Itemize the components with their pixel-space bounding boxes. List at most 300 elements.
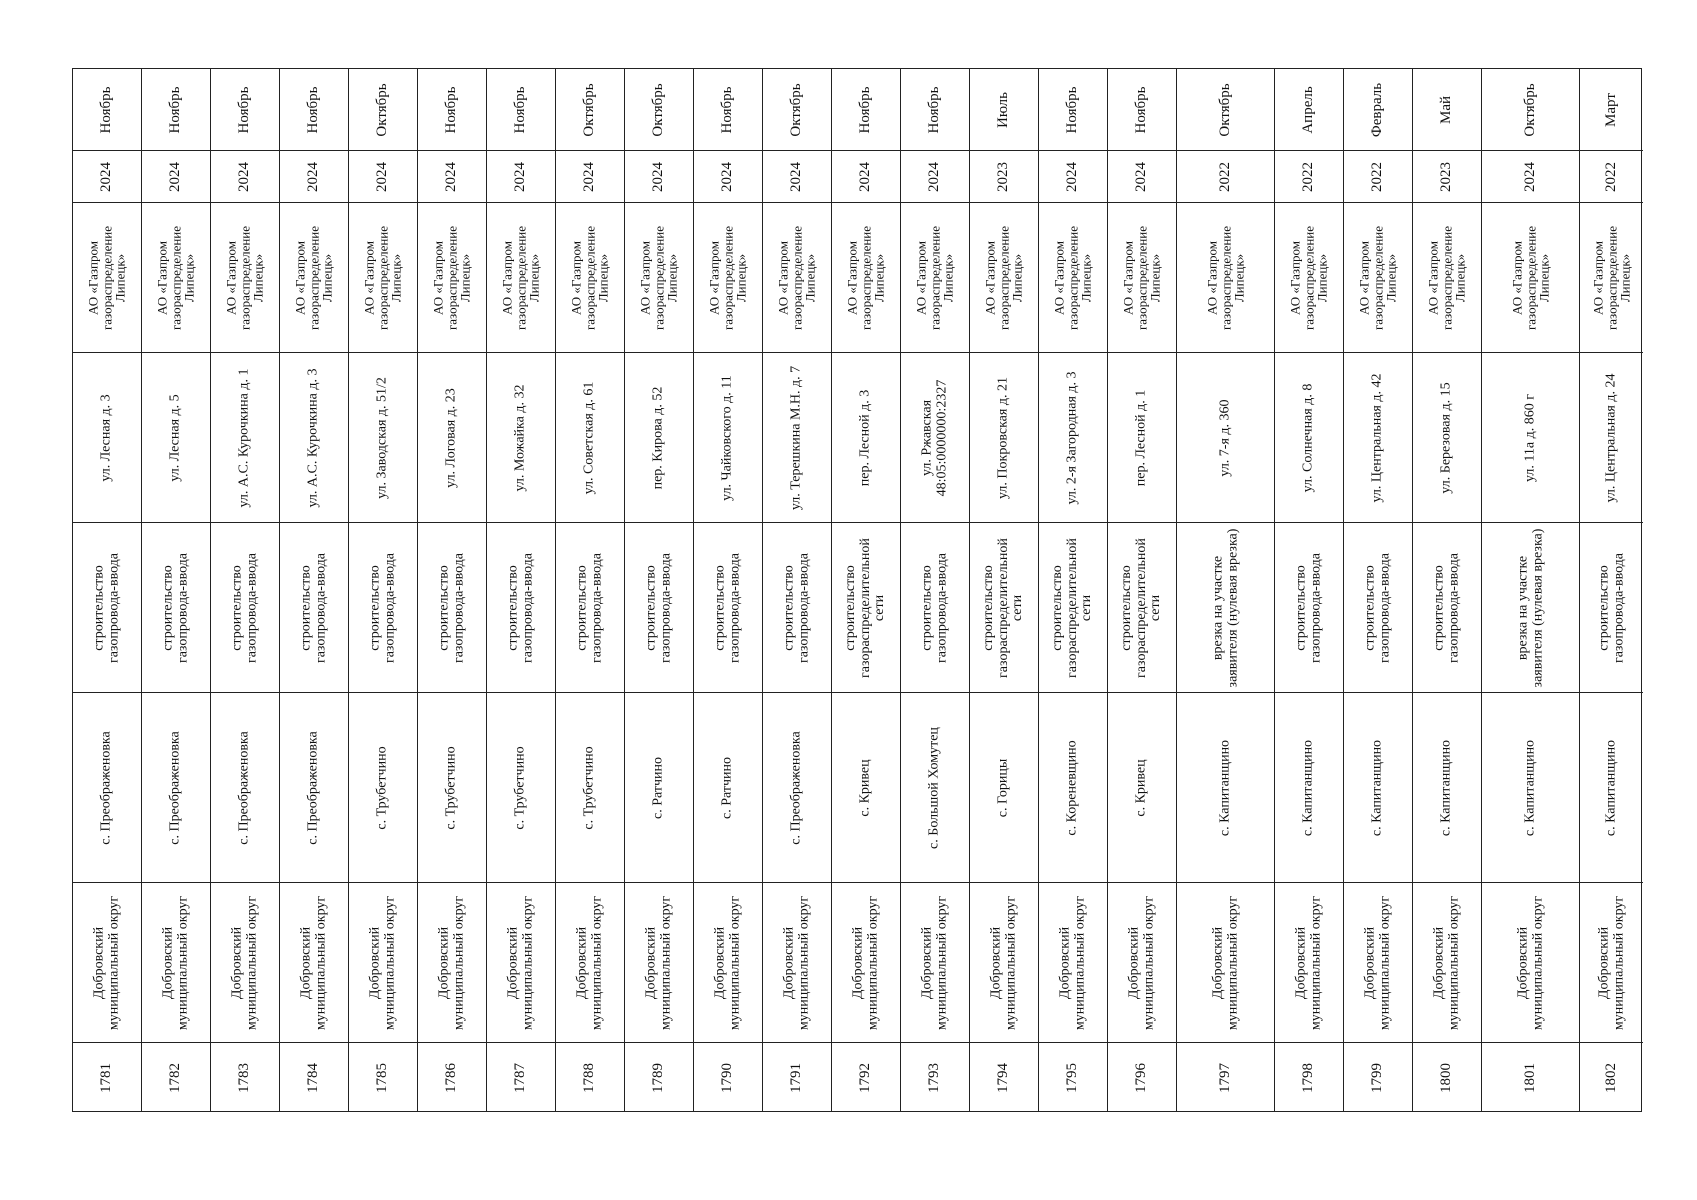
cell-settlement — [556, 693, 624, 883]
cell-work-type-text: врезка на участке заявителя (нулевая врезка) — [1514, 528, 1545, 687]
cell-district — [73, 883, 141, 1043]
cell-settlement — [694, 693, 762, 883]
cell-row-number-text: 1787 — [512, 1063, 529, 1093]
cell-row-number-text: 1785 — [374, 1063, 391, 1093]
cell-year — [280, 151, 348, 203]
cell-work-type — [694, 523, 762, 693]
cell-organization-text: АО «Газпром газораспределение Липецк» — [568, 225, 611, 330]
cell-organization — [625, 203, 693, 353]
cell-district — [694, 883, 762, 1043]
cell-work-type-text: строительство газопровода-ввода — [712, 552, 742, 663]
cell-month — [1039, 69, 1107, 151]
cell-settlement — [280, 693, 348, 883]
cell-district — [1344, 883, 1412, 1043]
cell-district-text: Добровский муниципальный округ — [1209, 895, 1240, 1030]
cell-district — [349, 883, 417, 1043]
cell-district — [487, 883, 555, 1043]
cell-row-number — [1482, 1043, 1579, 1113]
cell-address — [280, 353, 348, 523]
cell-settlement — [1580, 693, 1643, 883]
cell-address-text: пер. Кирова д. 52 — [650, 386, 666, 489]
cell-row-number — [211, 1043, 279, 1113]
cell-address-text: ул. А.С. Курочкина д. 3 — [305, 368, 321, 507]
cell-district — [280, 883, 348, 1043]
cell-row-number — [1344, 1043, 1412, 1113]
cell-work-type-text: строительство газопровода-ввода — [160, 552, 190, 663]
cell-address — [142, 353, 210, 523]
cell-work-type-text: строительство газораспределительной сети — [1118, 537, 1164, 678]
cell-organization — [1580, 203, 1643, 353]
cell-district — [142, 883, 210, 1043]
cell-year-text: 2024 — [98, 161, 115, 192]
cell-settlement-text: с. Капитанщино — [1522, 739, 1538, 836]
table-row — [487, 69, 556, 1111]
cell-settlement-text: с. Ратчино — [650, 756, 666, 819]
cell-organization-text: АО «Газпром газораспределение Липецк» — [361, 225, 404, 330]
cell-month-text: Март — [1602, 92, 1619, 127]
table-row — [349, 69, 418, 1111]
cell-settlement — [1108, 693, 1176, 883]
table-row — [1108, 69, 1177, 1111]
cell-settlement-text: с. Трубетчино — [512, 745, 528, 830]
cell-row-number-text: 1792 — [857, 1063, 874, 1093]
cell-year — [1177, 151, 1274, 203]
cell-address — [1275, 353, 1343, 523]
cell-row-number — [694, 1043, 762, 1113]
cell-work-type — [763, 523, 831, 693]
cell-month-text: Ноябрь — [512, 86, 529, 133]
cell-address — [1344, 353, 1412, 523]
cell-address-text: ул. Можайка д. 32 — [512, 384, 528, 491]
cell-month-text: Ноябрь — [1133, 86, 1150, 133]
cell-year — [901, 151, 969, 203]
cell-row-number — [73, 1043, 141, 1113]
cell-row-number — [901, 1043, 969, 1113]
cell-row-number — [418, 1043, 486, 1113]
cell-address-text: ул. Покровская д. 21 — [995, 376, 1011, 499]
cell-row-number-text: 1798 — [1300, 1063, 1317, 1093]
cell-settlement-text: с. Кривец — [857, 758, 873, 817]
cell-address-text: ул. Солнечная д. 8 — [1300, 383, 1316, 492]
cell-organization — [556, 203, 624, 353]
cell-year — [73, 151, 141, 203]
cell-settlement-text: с. Кривец — [1133, 758, 1149, 817]
cell-district-text: Добровский муниципальный округ — [298, 895, 328, 1030]
cell-district — [625, 883, 693, 1043]
cell-settlement — [142, 693, 210, 883]
cell-month-text: Ноябрь — [857, 86, 874, 133]
cell-year — [832, 151, 900, 203]
cell-work-type — [1413, 523, 1481, 693]
cell-row-number-text: 1782 — [167, 1063, 184, 1093]
cell-settlement-text: с. Преображеновка — [167, 730, 183, 845]
cell-month — [832, 69, 900, 151]
cell-work-type — [1580, 523, 1643, 693]
cell-month — [487, 69, 555, 151]
cell-settlement-text: с. Ратчино — [719, 756, 735, 819]
cell-settlement-text: с. Капитанщино — [1300, 739, 1316, 836]
cell-month-text: Октябрь — [788, 82, 805, 137]
cell-district — [970, 883, 1038, 1043]
cell-settlement — [625, 693, 693, 883]
cell-district — [1580, 883, 1643, 1043]
cell-month — [349, 69, 417, 151]
cell-address-text: ул. Терешкина М.Н. д. 7 — [788, 365, 804, 510]
cell-settlement-text: с. Преображеновка — [236, 730, 252, 845]
cell-month-text: Ноябрь — [305, 86, 322, 133]
cell-month-text: Февраль — [1369, 82, 1386, 137]
table-row — [1344, 69, 1413, 1111]
cell-work-type-text: строительство газопровода-ввода — [1431, 552, 1461, 663]
cell-settlement-text: с. Преображеновка — [305, 730, 321, 845]
cell-address — [349, 353, 417, 523]
cell-year — [556, 151, 624, 203]
table-row — [73, 69, 142, 1111]
cell-work-type — [832, 523, 900, 693]
cell-organization — [763, 203, 831, 353]
cell-district-text: Добровский муниципальный округ — [160, 895, 190, 1030]
table-row — [1177, 69, 1275, 1111]
cell-address-text: ул. Советская д. 61 — [581, 381, 597, 494]
cell-work-type — [142, 523, 210, 693]
table-row — [1039, 69, 1108, 1111]
cell-district-text: Добровский муниципальный округ — [1595, 895, 1626, 1030]
cell-row-number — [1413, 1043, 1481, 1113]
cell-month — [1482, 69, 1579, 151]
cell-district-text: Добровский муниципальный округ — [781, 895, 811, 1030]
cell-year-text: 2024 — [857, 161, 874, 192]
table-row — [556, 69, 625, 1111]
cell-work-type-text: врезка на участке заявителя (нулевая врезка) — [1209, 528, 1240, 687]
cell-organization-text: АО «Газпром газораспределение Липецк» — [1509, 225, 1552, 330]
cell-row-number-text: 1793 — [926, 1063, 943, 1093]
cell-year-text: 2024 — [512, 161, 529, 192]
cell-organization-text: АО «Газпром газораспределение Липецк» — [706, 225, 749, 330]
cell-address-text: ул. Березовая д. 15 — [1438, 381, 1454, 494]
cell-district — [1413, 883, 1481, 1043]
cell-year — [1580, 151, 1643, 203]
cell-organization — [1344, 203, 1412, 353]
cell-month — [556, 69, 624, 151]
cell-month — [73, 69, 141, 151]
cell-organization — [901, 203, 969, 353]
cell-work-type — [901, 523, 969, 693]
cell-row-number — [142, 1043, 210, 1113]
cell-organization-text: АО «Газпром газораспределение Липецк» — [1120, 225, 1163, 330]
cell-year — [1344, 151, 1412, 203]
cell-work-type-text: строительство газопровода-ввода — [919, 552, 949, 663]
cell-year-text: 2022 — [1216, 161, 1233, 192]
cell-settlement — [1413, 693, 1481, 883]
cell-district-text: Добровский муниципальный округ — [919, 895, 949, 1030]
cell-organization-text: АО «Газпром газораспределение Липецк» — [292, 225, 335, 330]
cell-work-type — [1177, 523, 1274, 693]
cell-settlement-text: с. Трубетчино — [374, 745, 390, 830]
cell-row-number — [1108, 1043, 1176, 1113]
cell-row-number-text: 1784 — [305, 1063, 322, 1093]
cell-year-text: 2022 — [1369, 161, 1386, 192]
cell-organization — [1177, 203, 1274, 353]
cell-organization-text: АО «Газпром газораспределение Липецк» — [775, 225, 818, 330]
cell-month-text: Октябрь — [374, 82, 391, 137]
table-row — [1275, 69, 1344, 1111]
cell-row-number-text: 1791 — [788, 1063, 805, 1093]
cell-row-number-text: 1790 — [719, 1063, 736, 1093]
table-row — [832, 69, 901, 1111]
cell-organization-text: АО «Газпром газораспределение Липецк» — [1051, 225, 1094, 330]
cell-work-type-text: строительство газопровода-ввода — [1595, 552, 1626, 663]
cell-month-text: Ноябрь — [98, 86, 115, 133]
cell-address-text: ул. 2-я Загородная д. 3 — [1064, 370, 1080, 505]
cell-work-type-text: строительство газопровода-ввода — [1293, 552, 1323, 663]
cell-row-number — [970, 1043, 1038, 1113]
cell-address-text: ул. 11а д. 860 г — [1522, 393, 1538, 482]
cell-organization — [418, 203, 486, 353]
cell-work-type — [418, 523, 486, 693]
cell-work-type — [280, 523, 348, 693]
cell-address-text: ул. А.С. Курочкина д. 1 — [236, 368, 252, 507]
cell-organization-text: АО «Газпром газораспределение Липецк» — [430, 225, 473, 330]
table-row — [1580, 69, 1643, 1111]
cell-organization — [1413, 203, 1481, 353]
cell-month-text: Ноябрь — [926, 86, 943, 133]
table-row — [970, 69, 1039, 1111]
cell-address-text: пер. Лесной д. 3 — [857, 389, 873, 486]
cell-month — [970, 69, 1038, 151]
cell-row-number — [1039, 1043, 1107, 1113]
cell-settlement — [763, 693, 831, 883]
cell-settlement — [211, 693, 279, 883]
cell-address — [625, 353, 693, 523]
cell-row-number — [625, 1043, 693, 1113]
cell-settlement — [73, 693, 141, 883]
cell-organization-text: АО «Газпром газораспределение Липецк» — [1590, 225, 1633, 330]
cell-row-number-text: 1786 — [443, 1063, 460, 1093]
cell-month-text: Май — [1438, 95, 1455, 124]
cell-year — [1275, 151, 1343, 203]
cell-address-text: ул. Центральная д. 42 — [1369, 373, 1385, 502]
cell-row-number-text: 1788 — [581, 1063, 598, 1093]
cell-year-text: 2024 — [1133, 161, 1150, 192]
cell-settlement — [1039, 693, 1107, 883]
cell-organization-text: АО «Газпром газораспределение Липецк» — [844, 225, 887, 330]
cell-work-type-text: строительство газопровода-ввода — [229, 552, 259, 663]
cell-settlement — [1344, 693, 1412, 883]
cell-year — [349, 151, 417, 203]
cell-month — [280, 69, 348, 151]
table-row — [694, 69, 763, 1111]
cell-month — [418, 69, 486, 151]
cell-work-type-text: строительство газопровода-ввода — [643, 552, 673, 663]
cell-address — [1108, 353, 1176, 523]
cell-work-type — [1482, 523, 1579, 693]
cell-month-text: Июль — [995, 91, 1012, 128]
cell-month — [901, 69, 969, 151]
cell-organization — [832, 203, 900, 353]
cell-row-number — [487, 1043, 555, 1113]
cell-organization — [487, 203, 555, 353]
cell-address — [763, 353, 831, 523]
cell-month — [1413, 69, 1481, 151]
cell-settlement — [349, 693, 417, 883]
cell-address — [1413, 353, 1481, 523]
cell-month-text: Ноябрь — [1064, 86, 1081, 133]
cell-work-type — [211, 523, 279, 693]
cell-district-text: Добровский муниципальный округ — [850, 895, 880, 1030]
cell-district — [418, 883, 486, 1043]
cell-year-text: 2024 — [236, 161, 253, 192]
cell-settlement — [1482, 693, 1579, 883]
cell-settlement-text: с. Капитанщино — [1369, 739, 1385, 836]
cell-row-number-text: 1781 — [98, 1063, 115, 1093]
cell-row-number — [349, 1043, 417, 1113]
cell-settlement — [901, 693, 969, 883]
cell-row-number — [832, 1043, 900, 1113]
cell-settlement — [832, 693, 900, 883]
cell-district-text: Добровский муниципальный округ — [229, 895, 259, 1030]
cell-district — [1039, 883, 1107, 1043]
cell-settlement-text: с. Преображеновка — [788, 730, 804, 845]
cell-work-type-text: строительство газопровода-ввода — [505, 552, 535, 663]
cell-address — [487, 353, 555, 523]
cell-district-text: Добровский муниципальный округ — [91, 895, 121, 1030]
cell-year-text: 2023 — [1438, 161, 1455, 192]
cell-organization — [73, 203, 141, 353]
table-row — [901, 69, 970, 1111]
cell-row-number — [280, 1043, 348, 1113]
cell-work-type-text: строительство газопровода-ввода — [436, 552, 466, 663]
cell-organization — [1275, 203, 1343, 353]
cell-month — [1344, 69, 1412, 151]
cell-year — [763, 151, 831, 203]
cell-organization — [1108, 203, 1176, 353]
cell-settlement-text: с. Преображеновка — [98, 730, 114, 845]
cell-district — [901, 883, 969, 1043]
cell-work-type-text: строительство газопровода-ввода — [1362, 552, 1392, 663]
cell-organization — [280, 203, 348, 353]
cell-organization — [970, 203, 1038, 353]
cell-address-text: ул. Центральная д. 24 — [1603, 373, 1619, 502]
cell-organization-text: АО «Газпром газораспределение Липецк» — [223, 225, 266, 330]
cell-work-type — [73, 523, 141, 693]
cell-settlement — [970, 693, 1038, 883]
cell-row-number-text: 1794 — [995, 1063, 1012, 1093]
cell-work-type — [349, 523, 417, 693]
table-row — [1413, 69, 1482, 1111]
cell-year-text: 2024 — [581, 161, 598, 192]
cell-settlement — [1177, 693, 1274, 883]
cell-month — [625, 69, 693, 151]
cell-settlement-text: с. Кореневщино — [1064, 739, 1080, 836]
cell-month-text: Октябрь — [1216, 82, 1233, 137]
cell-district-text: Добровский муниципальный округ — [1293, 895, 1323, 1030]
cell-row-number-text: 1789 — [650, 1063, 667, 1093]
cell-address-text: ул. Заводская д. 51/2 — [374, 376, 390, 499]
cell-month — [1275, 69, 1343, 151]
cell-district-text: Добровский муниципальный округ — [574, 895, 604, 1030]
cell-district-text: Добровский муниципальный округ — [988, 895, 1018, 1030]
cell-organization-text: АО «Газпром газораспределение Липецк» — [154, 225, 197, 330]
cell-row-number — [556, 1043, 624, 1113]
cell-address-text: ул. Логовая д. 23 — [443, 387, 459, 488]
cell-organization-text: АО «Газпром газораспределение Липецк» — [1287, 225, 1330, 330]
cell-settlement — [487, 693, 555, 883]
cell-work-type-text: строительство газопровода-ввода — [574, 552, 604, 663]
cell-district — [1177, 883, 1274, 1043]
cell-month-text: Октябрь — [1521, 82, 1538, 137]
cell-work-type-text: строительство газопровода-ввода — [781, 552, 811, 663]
cell-organization-text: АО «Газпром газораспределение Липецк» — [637, 225, 680, 330]
cell-organization-text: АО «Газпром газораспределение Липецк» — [1204, 225, 1247, 330]
cell-district-text: Добровский муниципальный округ — [505, 895, 535, 1030]
cell-month — [694, 69, 762, 151]
cell-work-type-text: строительство газопровода-ввода — [91, 552, 121, 663]
cell-organization — [694, 203, 762, 353]
cell-organization-text: АО «Газпром газораспределение Липецк» — [85, 225, 128, 330]
cell-settlement-text: с. Трубетчино — [443, 745, 459, 830]
cell-settlement-text: с. Капитанщино — [1217, 739, 1233, 836]
cell-year — [694, 151, 762, 203]
cell-address — [211, 353, 279, 523]
cell-settlement — [1275, 693, 1343, 883]
cell-address — [1482, 353, 1579, 523]
cell-year-text: 2024 — [167, 161, 184, 192]
cell-row-number — [763, 1043, 831, 1113]
cell-year — [1413, 151, 1481, 203]
table-row — [142, 69, 211, 1111]
cell-year — [211, 151, 279, 203]
cell-year — [625, 151, 693, 203]
cell-address — [1039, 353, 1107, 523]
cell-work-type — [1275, 523, 1343, 693]
cell-year-text: 2022 — [1602, 161, 1619, 192]
cell-year-text: 2024 — [719, 161, 736, 192]
cell-year-text: 2024 — [926, 161, 943, 192]
cell-work-type — [1108, 523, 1176, 693]
cell-year — [1108, 151, 1176, 203]
cell-year-text: 2024 — [1521, 161, 1538, 192]
cell-row-number — [1177, 1043, 1274, 1113]
cell-organization — [1039, 203, 1107, 353]
cell-month-text: Октябрь — [650, 82, 667, 137]
cell-row-number-text: 1800 — [1438, 1063, 1455, 1093]
cell-row-number-text: 1795 — [1064, 1063, 1081, 1093]
table-row — [280, 69, 349, 1111]
table-row — [418, 69, 487, 1111]
cell-month-text: Ноябрь — [167, 86, 184, 133]
cell-district-text: Добровский муниципальный округ — [436, 895, 466, 1030]
cell-year — [418, 151, 486, 203]
cell-address-text: ул. 7-я д. 360 — [1217, 398, 1233, 477]
cell-district-text: Добровский муниципальный округ — [643, 895, 673, 1030]
cell-address-text: ул. Лесная д. 3 — [98, 393, 114, 482]
cell-row-number-text: 1797 — [1216, 1063, 1233, 1093]
cell-work-type — [625, 523, 693, 693]
cell-row-number-text: 1796 — [1133, 1063, 1150, 1093]
cell-district — [1108, 883, 1176, 1043]
cell-organization-text: АО «Газпром газораспределение Липецк» — [913, 225, 956, 330]
cell-year-text: 2024 — [443, 161, 460, 192]
cell-year — [142, 151, 210, 203]
cell-district — [1482, 883, 1579, 1043]
cell-settlement-text: с. Большой Хомутец — [926, 726, 942, 849]
cell-year — [1482, 151, 1579, 203]
cell-row-number-text: 1802 — [1602, 1063, 1619, 1093]
cell-address — [694, 353, 762, 523]
cell-organization-text: АО «Газпром газораспределение Липецк» — [982, 225, 1025, 330]
table-row — [625, 69, 694, 1111]
cell-month-text: Апрель — [1300, 85, 1317, 134]
